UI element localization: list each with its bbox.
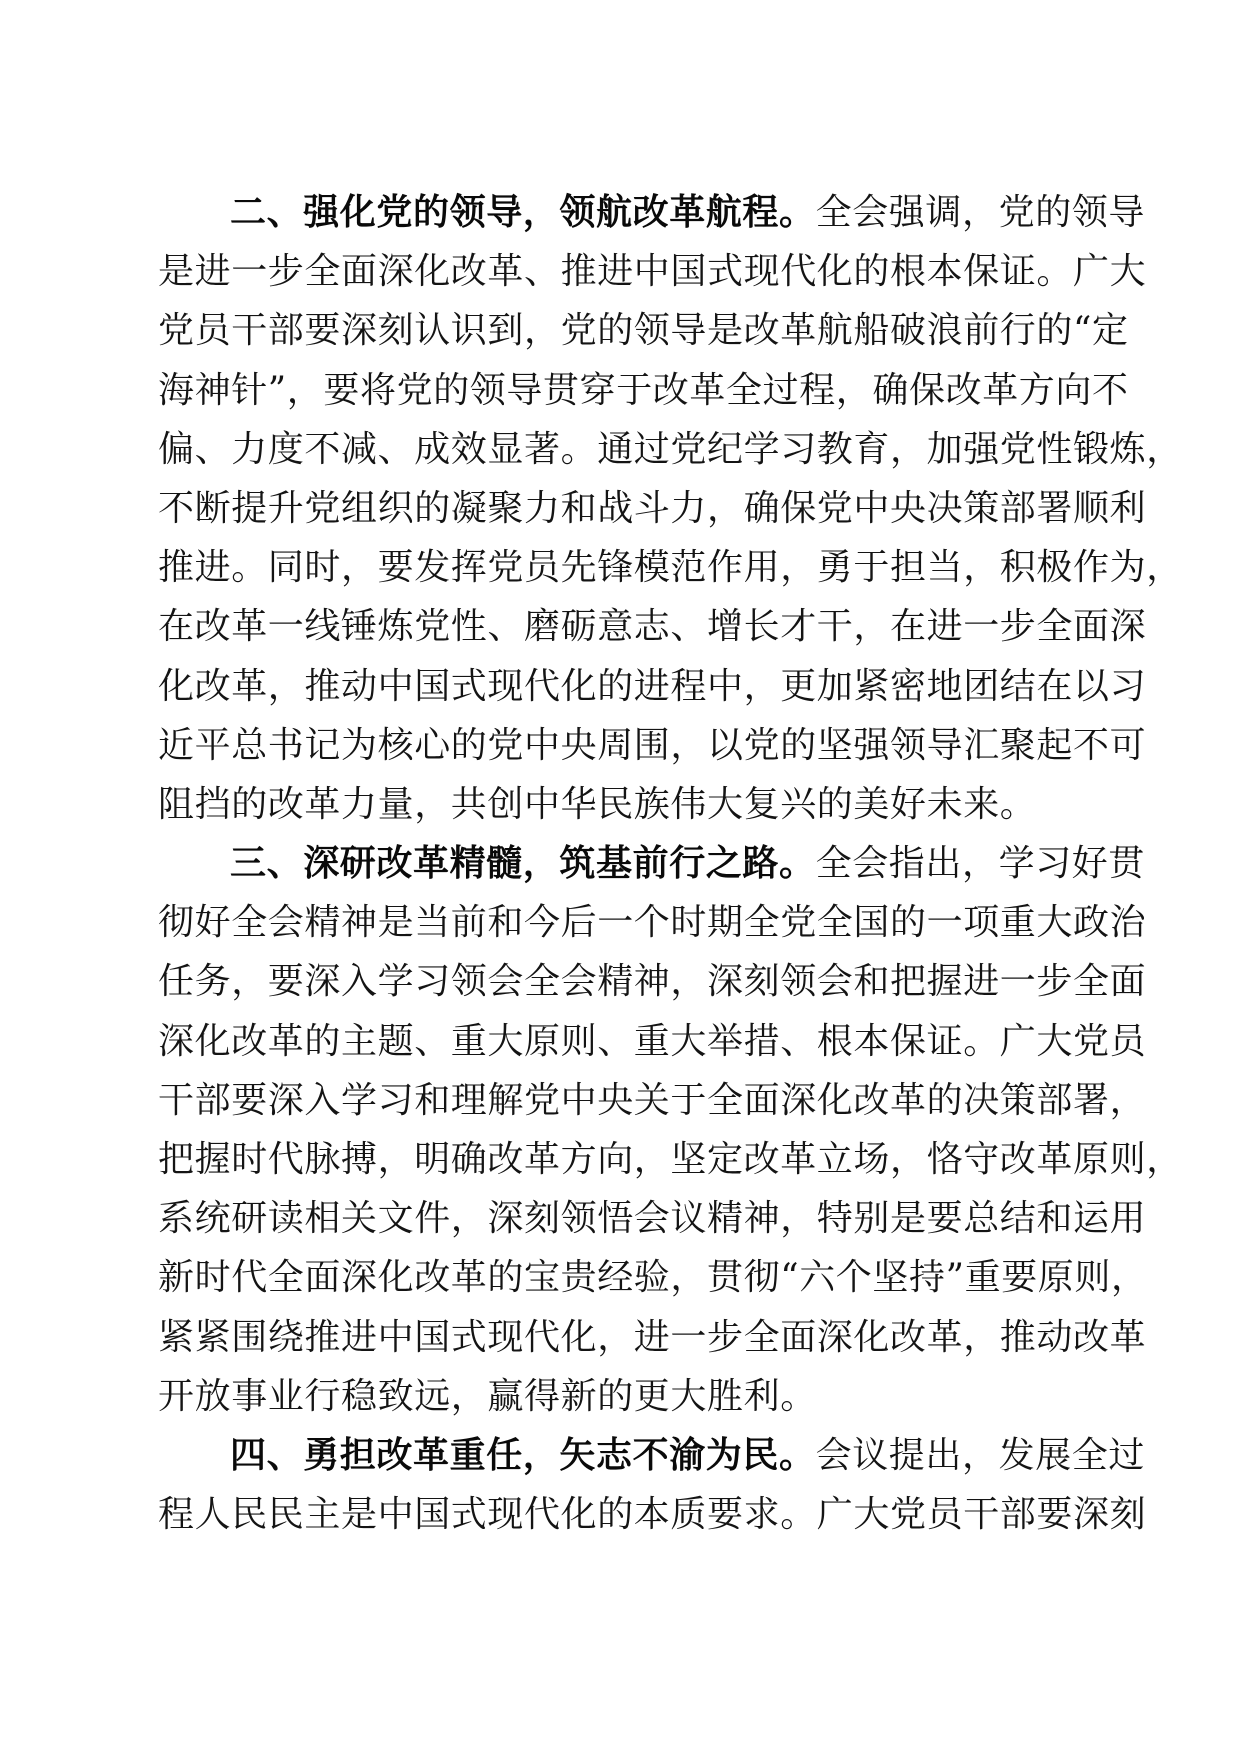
paragraph-line: 不断提升党组织的凝聚力和战斗力，确保党中央决策部署顺利 [158,487,1147,529]
paragraph-line: 干部要深入学习和理解党中央关于全面深化改革的决策部署， [158,1079,1147,1121]
paragraph-line: 近平总书记为核心的党中央周围，以党的坚强领导汇聚起不可 [158,724,1147,766]
paragraph-line: 紧紧围绕推进中国式现代化，进一步全面深化改革，推动改革 [158,1316,1147,1358]
paragraph-line: 党员干部要深刻认识到，党的领导是改革航船破浪前行的“定 [158,310,1129,352]
paragraph-line: 海神针”，要将党的领导贯穿于改革全过程，确保改革方向不 [158,369,1129,411]
paragraph-line: 程人民民主是中国式现代化的本质要求。广大党员干部要深刻 [158,1494,1147,1536]
paragraph-line: 推进。同时，要发挥党员先锋模范作用，勇于担当，积极作为， [158,547,1183,589]
document-body [158,183,1183,1544]
paragraph-line: 把握时代脉搏，明确改革方向，坚定改革立场，恪守改革原则， [158,1139,1183,1180]
paragraph-line: 彻好全会精神是当前和今后一个时期全党全国的一项重大政治 [158,902,1147,944]
paragraph-text: 会议提出，发展全过 [815,1434,1146,1476]
paragraph-line: 是进一步全面深化改革、推进中国式现代化的根本保证。广大 [158,251,1147,293]
paragraph-line: 在改革一线锤炼党性、磨砺意志、增长才干，在进一步全面深 [158,606,1147,648]
paragraph-line [158,834,1146,893]
paragraph-line [158,183,1146,242]
paragraph-text: 全会强调，党的领导 [815,192,1146,233]
paragraph-line: 阻挡的改革力量，共创中华民族伟大复兴的美好未来。 [158,783,1037,825]
section-heading: 三、深研改革精髓，筑基前行之路。 [230,843,816,885]
paragraph-line: 任务，要深入学习领会全会精神，深刻领会和把握进一步全面 [158,961,1147,1003]
paragraph-line [158,1426,1146,1485]
paragraph-line: 偏、力度不减、成效显著。通过党纪学习教育，加强党性锻炼， [158,428,1183,470]
section-heading: 二、强化党的领导，领航改革航程。 [230,192,816,233]
paragraph-line: 开放事业行稳致远，赢得新的更大胜利。 [158,1375,817,1417]
paragraph-line: 化改革，推动中国式现代化的进程中，更加紧密地团结在以习 [158,665,1147,707]
section-heading: 四、勇担改革重任，矢志不渝为民。 [230,1434,816,1476]
paragraph-line: 新时代全面深化改革的宝贵经验，贯彻“六个坚持”重要原则， [158,1257,1148,1299]
paragraph-line: 深化改革的主题、重大原则、重大举措、根本保证。广大党员 [158,1020,1147,1062]
paragraph-text: 全会指出，学习好贯 [815,843,1146,885]
paragraph-line: 系统研读相关文件，深刻领悟会议精神，特别是要总结和运用 [158,1198,1147,1240]
